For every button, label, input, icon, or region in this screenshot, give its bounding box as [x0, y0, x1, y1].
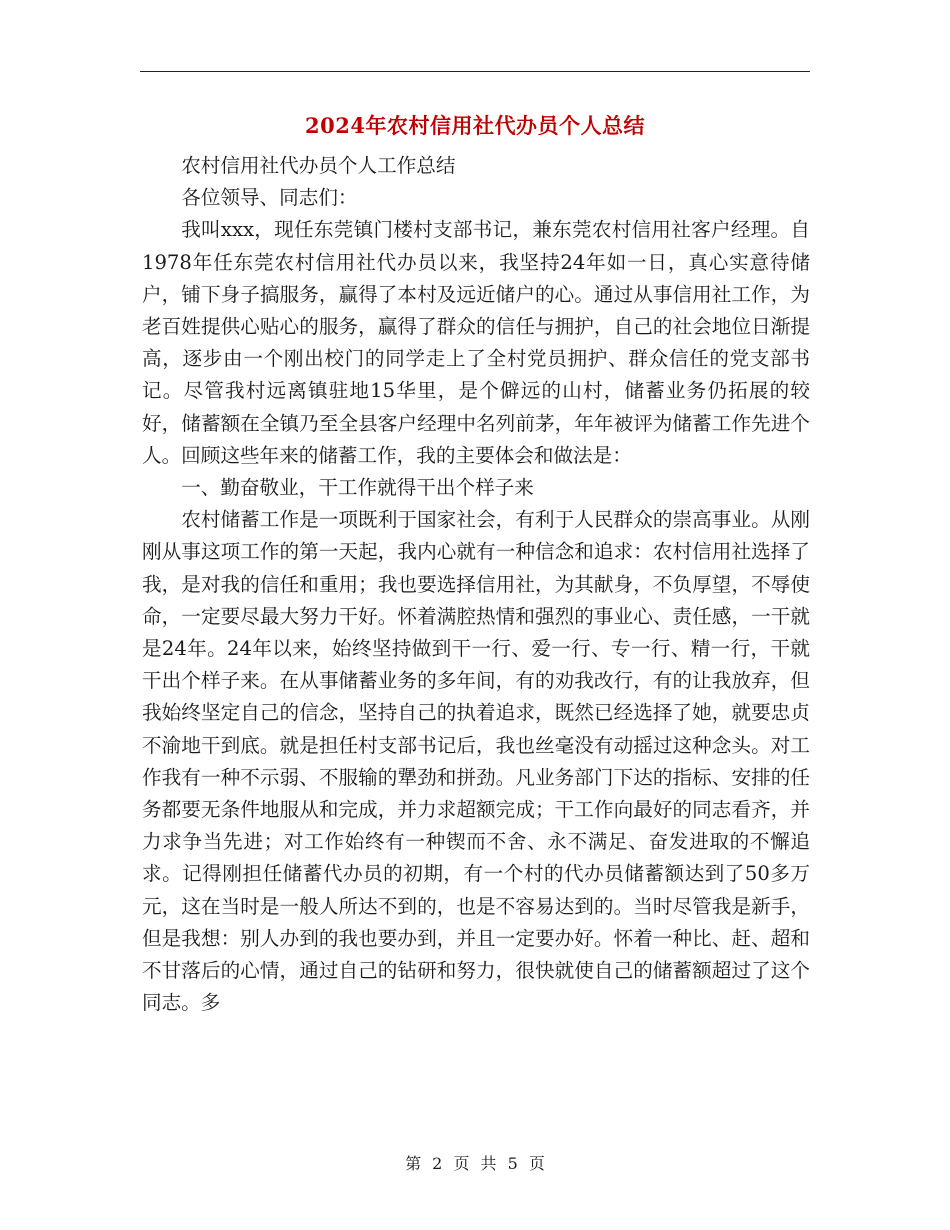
- paragraph-section-body: 农村储蓄工作是一项既利于国家社会，有利于人民群众的崇高事业。从刚刚从事这项工作的第一天起，我内心就有一种信念和追求：农村信用社选择了我，是对我的信任和重用；我也要选择信用社，为其献身，不负厚望，不辱使命，一定要尽最大努力干好。怀着满腔热情和强烈的事业心、责任感，一干就是24年。24年以来，始终坚持做到干一行、爱一行、专一行、精一行，干就干出个样子来。在从事储蓄业务的多年间，有的劝我改行，有的让我放弃，但我始终坚定自己的信念，坚持自己的执着追求，既然已经选择了她，就要忠贞不渝地干到底。就是担任村支部书记后，我也丝毫没有动摇过这种念头。对工作我有一种不示弱、不服输的犟劲和拼劲。凡业务部门下达的指标、安排的任务都要无条件地服从和完成，并力求超额完成；干工作向最好的同志看齐，并力求争当先进；对工作始终有一种锲而不舍、永不满足、奋发进取的不懈追求。记得刚担任储蓄代办员的初期，有一个村的代办员储蓄额达到了50多万元，这在当时是一般人所达不到的，也是不容易达到的。当时尽管我是新手，但是我想：别人办到的我也要办到，并且一定要办好。怀着一种比、赶、超和不甘落后的心情，通过自己的钻研和努力，很快就使自己的储蓄额超过了这个同志。多: [142, 508, 810, 1015]
- paragraph-section-heading: 一、勤奋敬业，干工作就得干出个样子来: [181, 476, 534, 500]
- paragraph-salutation: 各位领导、同志们：: [181, 186, 358, 210]
- document-body: [142, 150, 810, 1019]
- page-number: 第 2 页 共 5 页: [405, 1154, 545, 1173]
- paragraph-introduction: 我叫xxx，现任东莞镇门楼村支部书记，兼东莞农村信用社客户经理。自1978年任东莞农村信用社代办员以来，我坚持24年如一日，真心实意待储户，铺下身子搞服务，赢得了本村及远近储户的心。通过从事信用社工作，为老百姓提供心贴心的服务，赢得了群众的信任与拥护，自己的社会地位日渐提高，逐步由一个刚出校门的同学走上了全村党员拥护、群众信任的党支部书记。尽管我村远离镇驻地15华里，是个僻远的山村，储蓄业务仍拓展的较好，储蓄额在全镇乃至全县客户经理中名列前茅，年年被评为储蓄工作先进个人。回顾这些年来的储蓄工作，我的主要体会和做法是：: [142, 218, 810, 467]
- paragraph-subtitle: 农村信用社代办员个人工作总结: [181, 154, 456, 177]
- document-title: 2024年农村信用社代办员个人总结: [305, 113, 645, 138]
- header-rule: [140, 71, 810, 72]
